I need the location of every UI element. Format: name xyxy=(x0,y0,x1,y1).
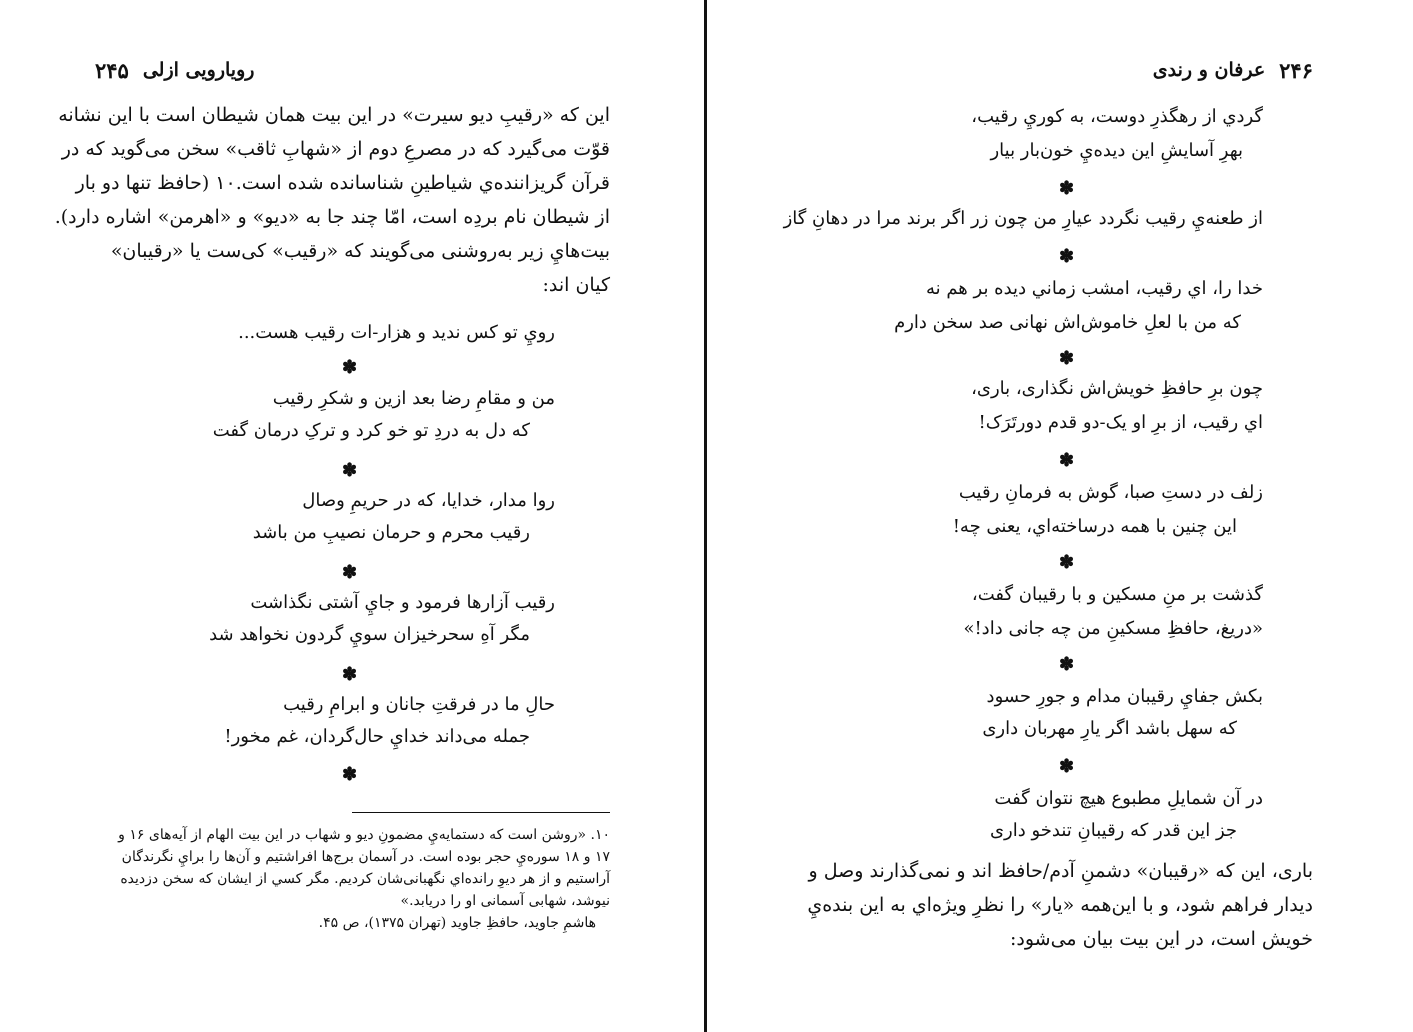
footnote-line: نیوشد، شهابی آسمانی او را دریابد.» xyxy=(400,893,610,909)
left-page-title: رویارویی ازلی xyxy=(142,59,255,81)
footnote xyxy=(90,824,610,934)
ornament-star: ✽ xyxy=(1059,654,1075,675)
right-page-header xyxy=(807,56,1313,84)
verse-line-a: روا مدار، خدایا، که در حریمِ وصال xyxy=(302,490,555,511)
verse-line-a: حالِ ما در فرقتِ جانان و ابرامِ رقیب xyxy=(283,694,555,715)
ornament-star: ✽ xyxy=(342,460,358,481)
paragraph-line: از شیطان نام بردِه است، امّا چند جا به «دیو» و «اهرمن» اشاره دارد). xyxy=(54,206,610,228)
paragraph-line: دیدار فراهم شود، و با این‌همه «یار» را نظرِ ویژه‌اي به این بنده‌يِ xyxy=(807,894,1313,916)
ornament-star: ✽ xyxy=(342,664,358,685)
paragraph-line: قوّت می‌گیرد که در مصرعِ دوم از «شهابِ ثاقب» سخن می‌گوید که در xyxy=(61,138,610,160)
left-page xyxy=(0,0,705,1032)
footnote-rule xyxy=(352,812,610,813)
paragraph-line: بیت‌هايِ زیر به‌روشنی می‌گویند که «رقیب» کی‌ست یا «رقیبان» xyxy=(110,240,610,262)
verse-line-a: زلف در دستِ صبا، گوش به فرمانِ رقیب xyxy=(958,482,1263,503)
paragraph-line: کیان اند: xyxy=(542,274,610,296)
footnote-citation: هاشمِ جاوید، حافظِ جاوید (تهران ۱۳۷۵)، ص ۴۵. xyxy=(318,915,596,931)
verse-line-a: من و مقامِ رضا بعد ازین و شکرِ رقیب xyxy=(272,388,555,409)
footnote-line: ۱۷ و ۱۸ سوره‌يِ حجر بوده است. در آسمان برج‌ها افراشتیم و آن‌ها را برايِ نگرندگان xyxy=(121,849,610,865)
verse-line-a: چون برِ حافظِ خویش‌اش نگذاری، باری، xyxy=(971,378,1263,399)
right-page-title: عرفان و رندی xyxy=(1152,59,1266,81)
left-page-number: ۲۴۵ xyxy=(95,57,129,83)
verse-line-b: «دریغ، حافظِ مسکینِ من چه جانی داد!» xyxy=(963,618,1263,639)
verse-line-b: که دل به دردِ تو خو کرد و ترکِ درمان گفت xyxy=(212,420,530,441)
paragraph-line: قرآن گریزاننده‌ي شیاطینِ شناسانده شده است.۱۰ (حافظ تنها دو بار xyxy=(75,172,610,194)
left-page-header xyxy=(95,56,610,84)
verse-line-b: که من با لعلِ خاموش‌اش نهانی صد سخن دارم xyxy=(894,312,1241,333)
right-page xyxy=(707,0,1413,1032)
ornament-star: ✽ xyxy=(1059,756,1075,777)
paragraph-line: خویش است، در این بیت بیان می‌شود: xyxy=(1009,928,1313,950)
right-page-number: ۲۴۶ xyxy=(1279,57,1313,83)
ornament-star: ✽ xyxy=(1059,246,1075,267)
verse-line-b: اي رقیب، از برِ او یک-دو قدم دورتَرَک! xyxy=(978,412,1263,433)
verse-line-a: رقیب آزارها فرمود و جايِ آشتی نگذاشت xyxy=(250,592,555,613)
verse-line-a: گردي از رهگذرِ دوست، به کوريِ رقیب، xyxy=(971,106,1263,127)
ornament-star: ✽ xyxy=(1059,348,1075,369)
verse-line-b: جز این قدر که رقیبانِ تندخو داری xyxy=(989,820,1237,841)
ornament-star: ✽ xyxy=(342,764,358,785)
verse-line-b: این چنین با همه درساخته‌اي، یعنی چه! xyxy=(952,516,1237,537)
verse-line-b: رقیب محرم و حرمان نصیبِ من باشد xyxy=(252,522,530,543)
verse-line-b: بهرِ آسایشِ این دیده‌يِ خون‌بار بیار xyxy=(990,140,1243,161)
verse-line-a: در آن شمایلِ مطبوع هیچ نتوان گفت xyxy=(994,788,1263,809)
verse-line-a: بکش جفايِ رقیبان مدام و جورِ حسود xyxy=(986,686,1263,707)
ornament-star: ✽ xyxy=(1059,450,1075,471)
footnote-line: ۱۰. «روشن است که دستمایه‌يِ مضمونِ دیو و شهاب در این بیت الهام از آیه‌های ۱۶ و xyxy=(118,827,610,843)
verse-line-a: خدا را، اي رقیب، امشب زماني دیده بر هم نه xyxy=(925,278,1263,299)
right-paragraph xyxy=(803,854,1313,956)
ornament-star: ✽ xyxy=(342,357,358,378)
paragraph-line: این که «رقیبِ دیو سیرت» در این بیت همان شیطان است با این نشانه xyxy=(58,104,610,126)
ornament-star: ✽ xyxy=(1059,178,1075,199)
verse-line-b: که سهل باشد اگر یارِ مهربان داری xyxy=(982,718,1237,739)
paragraph-line: باری، این که «رقیبان» دشمنِ آدم/حافظ اند و نمی‌گذارند وصل و xyxy=(808,860,1313,882)
left-paragraph xyxy=(54,98,610,302)
verse-line-b: مگر آهِ سحرخیزان سويِ گردون نخواهد شد xyxy=(209,624,530,645)
ornament-star: ✽ xyxy=(1059,552,1075,573)
verse-line-b: جمله می‌داند خدايِ حال‌گردان، غم مخور! xyxy=(224,726,530,747)
footnote-line: آراستیم و از هر دیوِ رانده‌اي نگهبانی‌شان کردیم. مگر کسي از ایشان که سخن دزدیده xyxy=(120,871,610,887)
verse-line-a: گذشت بر منِ مسکین و با رقیبان گفت، xyxy=(971,584,1263,605)
verse-line-single: از طعنه‌يِ رقیب نگردد عیارِ من چون زر اگر برند مرا در دهانِ گاز xyxy=(783,208,1263,229)
quote-line: رويِ تو کس ندید و هزار-ات رقیب هست... xyxy=(238,322,555,343)
ornament-star: ✽ xyxy=(342,562,358,583)
